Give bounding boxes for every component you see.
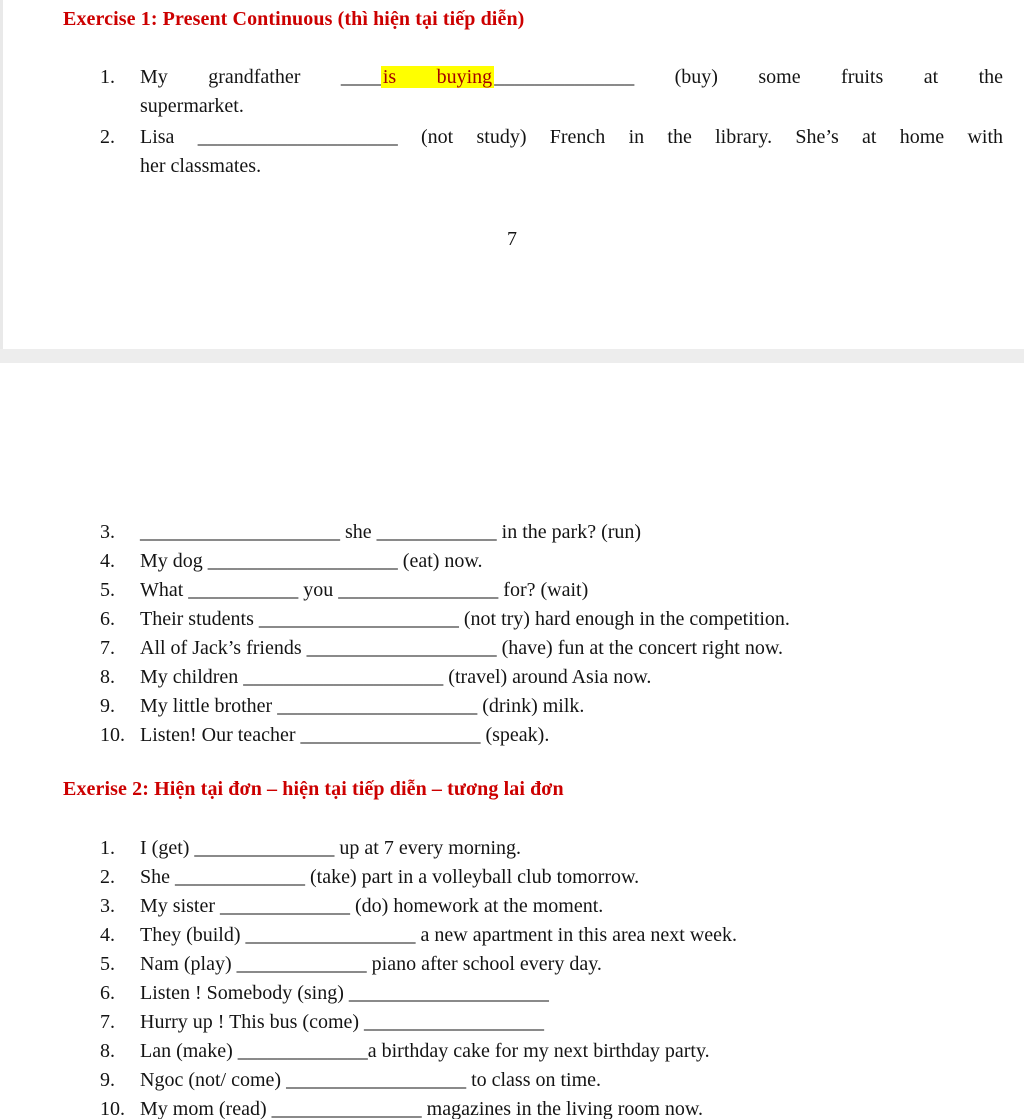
exercise1-item-10 — [100, 721, 1003, 750]
exercise2-item-9 — [100, 1066, 1003, 1095]
item-number: 5. — [100, 953, 115, 975]
item-number: 4. — [100, 550, 115, 572]
item-text: Nam (play) _____________ piano after school every day. — [140, 953, 602, 975]
item-text: They (build) _________________ a new apartment in this area next week. — [140, 924, 738, 946]
item-number: 8. — [100, 666, 115, 688]
item-number: 1. — [100, 837, 115, 859]
exercise2-item-8 — [100, 1037, 1003, 1066]
item-number: 3. — [100, 895, 115, 917]
item-text: My sister _____________ (do) homework at the moment. — [140, 895, 604, 917]
exercise2-list — [63, 834, 1003, 1119]
item-number: 5. — [100, 579, 115, 601]
exercise2-item-5 — [100, 950, 1003, 979]
item-text: All of Jack’s friends ___________________ (have) fun at the concert right now. — [140, 637, 783, 659]
item-line-2: supermarket. — [140, 95, 244, 117]
item-number: 10. — [100, 724, 125, 746]
item-text — [140, 123, 1003, 181]
item-line-1: Lisa ____________________ (not study) French in the library. She’s at home with — [140, 126, 1003, 148]
page-number: 7 — [507, 228, 517, 250]
exercise2-item-6 — [100, 979, 1003, 1008]
exercise1-item-4 — [100, 547, 1003, 576]
exercise1-top-section — [63, 8, 1003, 183]
blank-line: ____ — [340, 66, 381, 88]
exercise2-item-4 — [100, 921, 1003, 950]
exercise2-item-10 — [100, 1095, 1003, 1119]
exercise2-item-7 — [100, 1008, 1003, 1037]
exercise1-item-2 — [100, 123, 1003, 181]
item-text: Their students ____________________ (not try) hard enough in the competition. — [140, 608, 790, 630]
scan-edge-artifact — [0, 0, 3, 349]
blank-line: ______________ — [494, 66, 635, 88]
item-text-segment: My grandfather — [140, 66, 341, 88]
exercise1-item-3 — [100, 518, 1003, 547]
item-number: 4. — [100, 924, 115, 946]
item-number: 10. — [100, 1098, 125, 1119]
exercise1-title: Exercise 1: Present Continuous (thì hiện tại tiếp diễn) — [63, 8, 525, 30]
item-number: 7. — [100, 637, 115, 659]
exercise1-list-top — [63, 63, 1003, 181]
exercise1-item-1 — [100, 63, 1003, 121]
item-text: Hurry up ! This bus (come) __________________ — [140, 1011, 545, 1033]
exercise2-item-1 — [100, 834, 1003, 863]
item-text: She _____________ (take) part in a volleyball club tomorrow. — [140, 866, 640, 888]
item-number: 3. — [100, 521, 115, 543]
exercise1-item-8 — [100, 663, 1003, 692]
item-number: 1. — [100, 66, 115, 88]
exercise1-item-9 — [100, 692, 1003, 721]
item-line-1 — [140, 63, 1003, 92]
exercise-bottom-section — [63, 518, 1003, 1119]
item-number: 6. — [100, 982, 115, 1004]
item-text: ____________________ she ____________ in the park? (run) — [140, 521, 642, 543]
exercise2-item-2 — [100, 863, 1003, 892]
item-text: My mom (read) _______________ magazines in the living room now. — [140, 1098, 704, 1119]
item-text: Lan (make) _____________a birthday cake for my next birthday party. — [140, 1040, 710, 1062]
exercise1-item-7 — [100, 634, 1003, 663]
item-text: Listen! Our teacher __________________ (speak). — [140, 724, 550, 746]
item-text — [140, 63, 1003, 121]
exercise1-item-5 — [100, 576, 1003, 605]
exercise1-item-6 — [100, 605, 1003, 634]
item-text: My little brother ____________________ (drink) milk. — [140, 695, 585, 717]
item-text: Listen ! Somebody (sing) ____________________ — [140, 982, 549, 1004]
item-number: 8. — [100, 1040, 115, 1062]
item-text: I (get) ______________ up at 7 every morning. — [140, 837, 522, 859]
item-number: 2. — [100, 126, 115, 148]
item-text-segment: (buy) some fruits at the — [634, 66, 1004, 88]
item-text: My dog ___________________ (eat) now. — [140, 550, 483, 572]
exercise1-list-continued — [63, 518, 1003, 750]
item-text: My children ____________________ (travel) around Asia now. — [140, 666, 652, 688]
highlighted-answer: is buying — [382, 66, 493, 88]
exercise2-item-3 — [100, 892, 1003, 921]
exercise2-title: Exerise 2: Hiện tại đơn – hiện tại tiếp diễn – tương lai đơn — [63, 778, 564, 800]
item-number: 6. — [100, 608, 115, 630]
item-line-2: her classmates. — [140, 155, 262, 177]
item-number: 2. — [100, 866, 115, 888]
item-text: Ngoc (not/ come) __________________ to class on time. — [140, 1069, 602, 1091]
page-break-band — [0, 349, 1024, 363]
item-number: 7. — [100, 1011, 115, 1033]
item-text: What ___________ you ________________ for? (wait) — [140, 579, 589, 601]
item-number: 9. — [100, 695, 115, 717]
item-number: 9. — [100, 1069, 115, 1091]
